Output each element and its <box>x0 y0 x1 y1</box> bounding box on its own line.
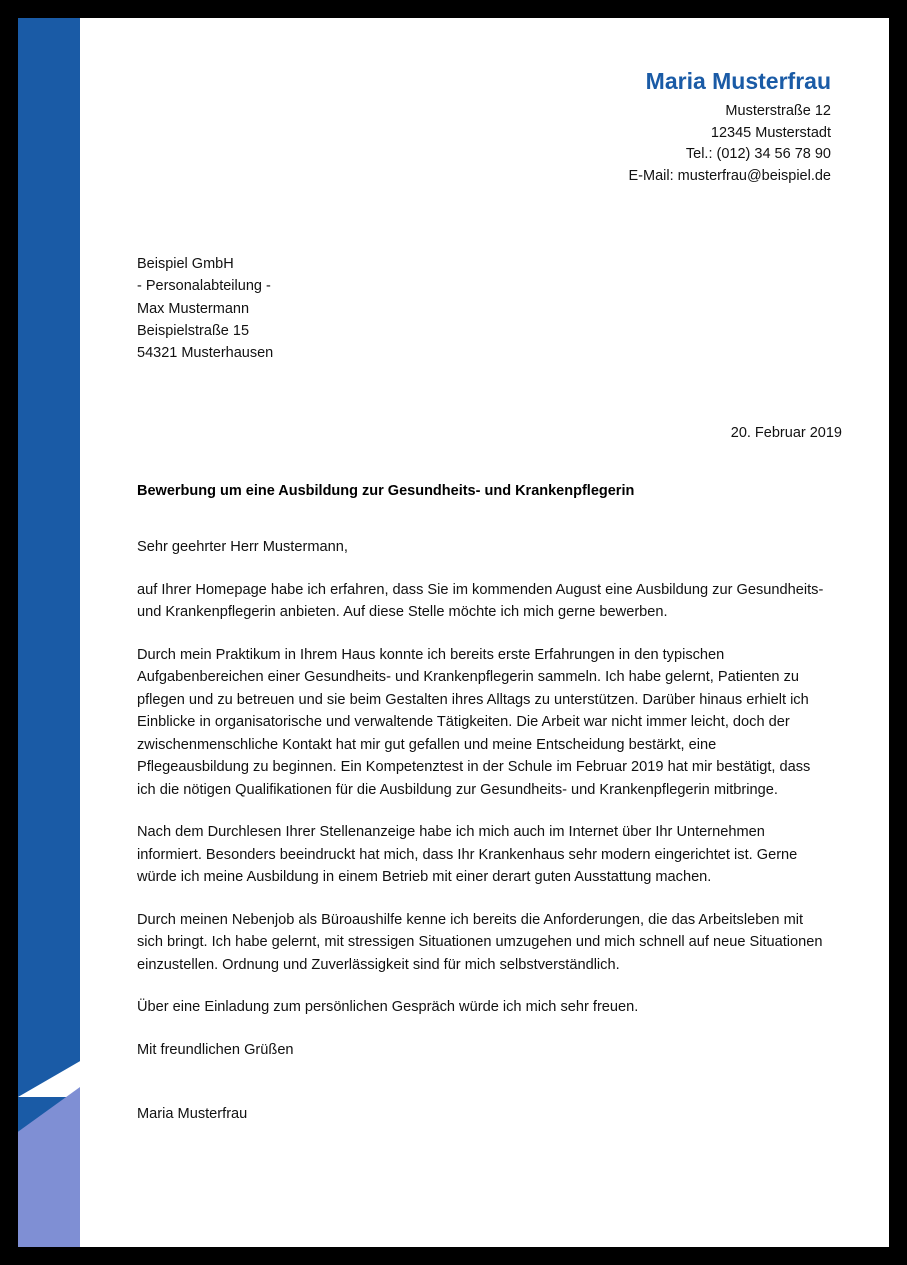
closing-line: Mit freundlichen Grüßen <box>137 1041 294 1058</box>
body-paragraph-4: Durch meinen Nebenjob als Büroaushilfe kenne ich bereits die Anforderungen, die das Arbeitsleben mit sich bringt. Ich habe gelernt, mit stressigen Situationen umzugehen und mich schnell auf neue Situationen einzustellen. Ordnung und Zuverlässigkeit sind für mich selbstverständlich. <box>137 911 823 973</box>
salutation: Sehr geehrter Herr Mustermann, <box>137 539 348 555</box>
letter-date: 20. Februar 2019 <box>730 425 842 441</box>
sender-city: 12345 Musterstadt <box>710 124 831 141</box>
recipient-department: - Personalabteilung - <box>137 278 271 295</box>
sender-phone: Tel.: (012) 34 56 78 90 <box>685 146 831 162</box>
recipient-company: Beispiel GmbH <box>137 256 234 272</box>
sender-street: Musterstraße 12 <box>725 103 831 119</box>
sidebar-accent-shape <box>18 1087 80 1247</box>
body-paragraph-3: Nach dem Durchlesen Ihrer Stellenanzeige habe ich mich auch im Internet über Ihr Unternehmen informiert. Besonders beeindruckt hat mich, dass Ihr Krankenhaus sehr modern eingerichtet ist. Gerne würde ich meine Ausbildung in einem Betrieb mit einer derart guten Ausstattung machen. <box>137 824 798 885</box>
letter-content <box>80 18 889 1247</box>
recipient-city: 54321 Musterhausen <box>137 345 274 362</box>
signature-name: Maria Musterfrau <box>137 1106 248 1122</box>
body-paragraph-1: auf Ihrer Homepage habe ich erfahren, dass Sie im kommenden August eine Ausbildung zur Gesundheits- und Krankenpflegerin anbieten. Auf diese Stelle möchte ich mich gerne bewerben. <box>137 581 824 620</box>
sender-block <box>629 66 832 187</box>
sender-name: Maria Musterfrau <box>645 68 831 94</box>
decorative-sidebar <box>18 18 80 1247</box>
body-paragraph-5: Über eine Einladung zum persönlichen Gespräch würde ich mich sehr freuen. <box>137 999 639 1015</box>
recipient-contact: Max Mustermann <box>137 300 250 317</box>
letter-body <box>137 536 827 1126</box>
body-paragraph-2: Durch mein Praktikum in Ihrem Haus konnte ich bereits erste Erfahrungen in den typischen Aufgabenbereichen einer Gesundheits- und Krankenpflegerin sammeln. Ich habe gelernt, Patienten zu pflegen und zu betreuen und sie beim Gestalten ihres Alltags zu unterstützen. Darüber hinaus erhielt ich Einblicke in organisatorische und verwaltende Tätigkeiten. Die Arbeit war nicht immer leicht, doch der zwischenmenschliche Kontakt hat mir gut gefallen und meine Entscheidung bestärkt, eine Pflegeausbildung zu beginnen. Ein Kompetenztest in der Schule im Februar 2019 hat mir bestätigt, dass ich die nötigen Qualifikationen für die Ausbildung zur Gesundheits- und Krankenpflegerin mitbringe. <box>137 646 811 798</box>
sender-email: E-Mail: musterfrau@beispiel.de <box>628 167 831 184</box>
sidebar-white-wedge <box>18 1051 80 1097</box>
letter-subject: Bewerbung um eine Ausbildung zur Gesundheits- und Krankenpflegerin <box>137 483 635 499</box>
recipient-street: Beispielstraße 15 <box>137 322 250 339</box>
letter-page <box>18 18 889 1247</box>
recipient-block <box>137 253 273 364</box>
